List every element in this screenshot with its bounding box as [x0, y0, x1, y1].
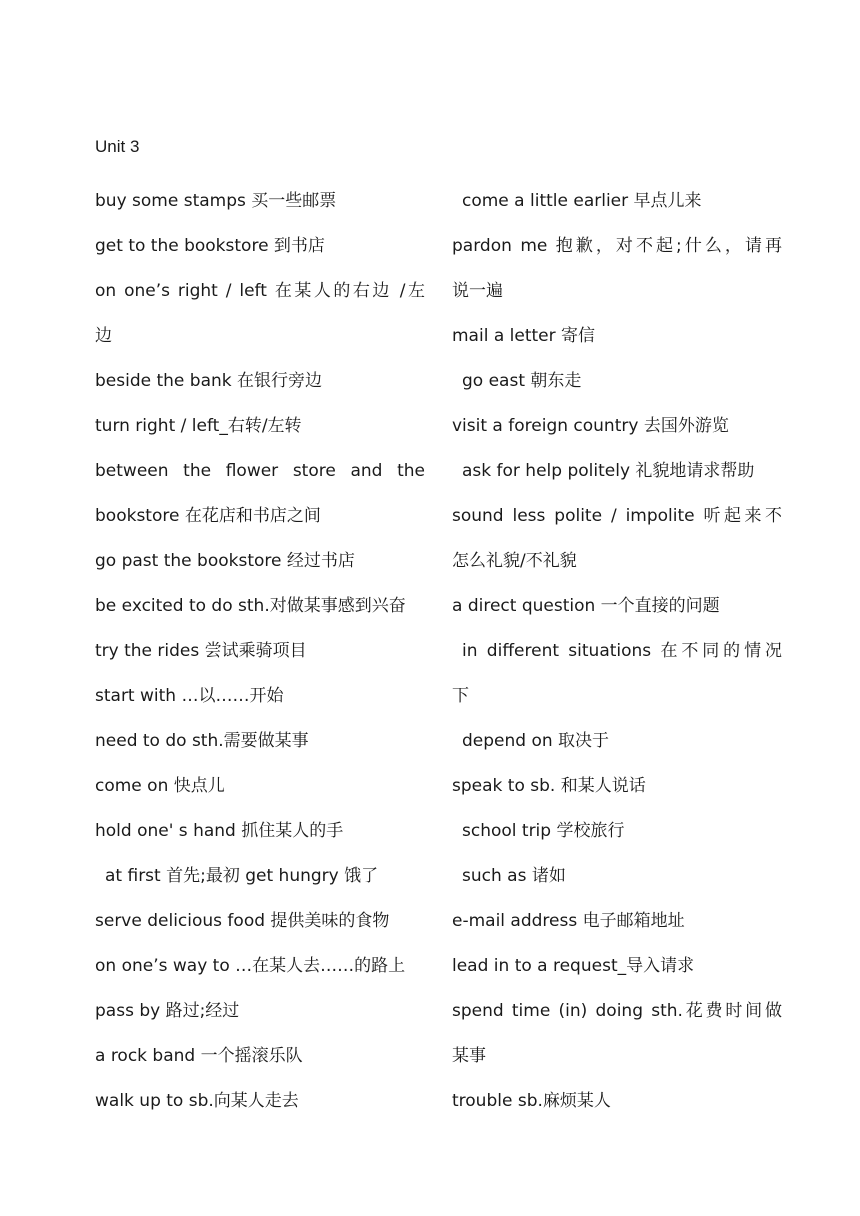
vocab-line: sound less polite / impolite 听起来不 — [452, 506, 782, 526]
vocab-line: 怎么礼貌/不礼貌 — [452, 551, 577, 571]
vocab-line: go past the bookstore 经过书店 — [95, 551, 355, 571]
vocab-line: at first 首先;最初 get hungry 饿了 — [105, 866, 379, 886]
vocab-line: 某事 — [452, 1046, 486, 1066]
vocab-line: lead in to a request_导入请求 — [452, 956, 695, 976]
vocab-line: pardon me 抱歉，对不起;什么，请再 — [452, 236, 782, 256]
vocab-line: come a little earlier 早点儿来 — [462, 191, 702, 211]
vocab-line: serve delicious food 提供美味的食物 — [95, 911, 390, 931]
right-column — [452, 179, 782, 1124]
vocab-line: try the rides 尝试乘骑项目 — [95, 641, 307, 661]
vocab-line: 下 — [452, 686, 469, 706]
vocab-line: such as 诸如 — [462, 866, 566, 886]
vocab-line: mail a letter 寄信 — [452, 326, 596, 346]
vocab-line: hold one' s hand 抓住某人的手 — [95, 821, 344, 841]
vocab-line: bookstore 在花店和书店之间 — [95, 506, 321, 526]
vocab-line: start with …以……开始 — [95, 686, 284, 706]
vocab-line: go east 朝东走 — [462, 371, 582, 391]
vocab-line: between the flower store and the — [95, 461, 425, 481]
vocab-line: 边 — [95, 326, 112, 346]
vocab-line: depend on 取决于 — [462, 731, 610, 751]
vocab-line: e-mail address 电子邮箱地址 — [452, 911, 685, 931]
vocab-line: a direct question 一个直接的问题 — [452, 596, 720, 616]
vocab-line: 说一遍 — [452, 281, 503, 301]
vocab-line: ask for help politely 礼貌地请求帮助 — [462, 461, 755, 481]
vocab-line: on one’s way to …在某人去……的路上 — [95, 956, 406, 976]
vocab-line: speak to sb. 和某人说话 — [452, 776, 646, 796]
vocab-line: come on 快点儿 — [95, 776, 225, 796]
vocab-line: school trip 学校旅行 — [462, 821, 625, 841]
vocab-line: spend time (in) doing sth.花费时间做 — [452, 1001, 782, 1021]
vocab-line: walk up to sb.向某人走去 — [95, 1091, 299, 1111]
vocab-line: be excited to do sth.对做某事感到兴奋 — [95, 596, 406, 616]
vocab-line: need to do sth.需要做某事 — [95, 731, 309, 751]
vocab-line: turn right / left_右转/左转 — [95, 416, 302, 436]
vocab-line: visit a foreign country 去国外游览 — [452, 416, 729, 436]
vocab-line: buy some stamps 买一些邮票 — [95, 191, 337, 211]
vocab-line: a rock band 一个摇滚乐队 — [95, 1046, 303, 1066]
vocab-line: trouble sb.麻烦某人 — [452, 1091, 611, 1111]
vocab-line: get to the bookstore 到书店 — [95, 236, 325, 256]
vocab-line: beside the bank 在银行旁边 — [95, 371, 323, 391]
left-column — [95, 179, 425, 1124]
vocab-line: in different situations 在不同的情况 — [462, 641, 782, 661]
vocab-line: on one’s right / left 在某人的右边 /左 — [95, 281, 425, 301]
vocab-line: pass by 路过;经过 — [95, 1001, 240, 1021]
unit-heading: Unit 3 — [95, 137, 140, 156]
